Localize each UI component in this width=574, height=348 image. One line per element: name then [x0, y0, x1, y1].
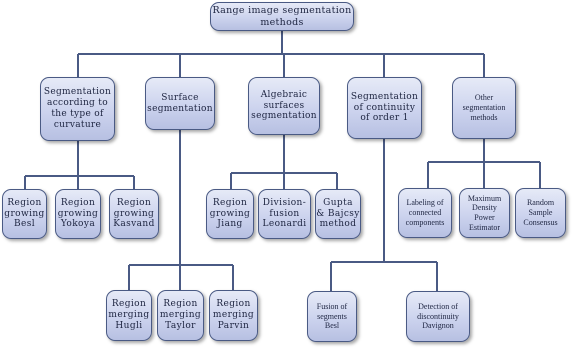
leaf-random-sample-consensus: Random Sample Consensus — [515, 188, 566, 238]
category-curvature-node: Segmentation according to the type of curvature — [40, 77, 115, 141]
leaf-region-merging-parvin: Region merging Parvin — [209, 290, 258, 341]
leaf-maximum-density-power-estimator: Maximum Density Power Estimator — [459, 188, 510, 238]
category-surface-node: Surface segmentation — [145, 77, 215, 130]
category-algebraic-node: Algebraic surfaces segmentation — [248, 77, 320, 135]
leaf-gupta-bajcsy-method: Gupta & Bajcsy method — [315, 189, 361, 239]
leaf-labeling-connected-components: Labeling of connected components — [398, 188, 452, 238]
leaf-region-merging-hugli: Region merging Hugli — [106, 290, 152, 341]
root-node: Range image segmentation methods — [210, 2, 354, 31]
category-other-node: Other segmentation methods — [452, 77, 516, 139]
leaf-region-merging-taylor: Region merging Taylor — [157, 290, 204, 341]
leaf-region-growing-jiang: Region growing Jiang — [206, 189, 254, 239]
leaf-region-growing-yokoya: Region growing Yokoya — [55, 189, 101, 239]
leaf-division-fusion-leonardi: Division- fusion Leonardi — [258, 189, 311, 239]
category-continuity-node: Segmentation of continuity of order 1 — [347, 77, 422, 139]
leaf-region-growing-kasvand: Region growing Kasvand — [109, 189, 159, 239]
leaf-detection-of-discontinuity-davignon: Detection of discontinuity Davignon — [406, 291, 470, 342]
leaf-region-growing-besl: Region growing Besl — [2, 189, 47, 239]
leaf-fusion-of-segments-besl: Fusion of segments Besl — [307, 291, 357, 342]
